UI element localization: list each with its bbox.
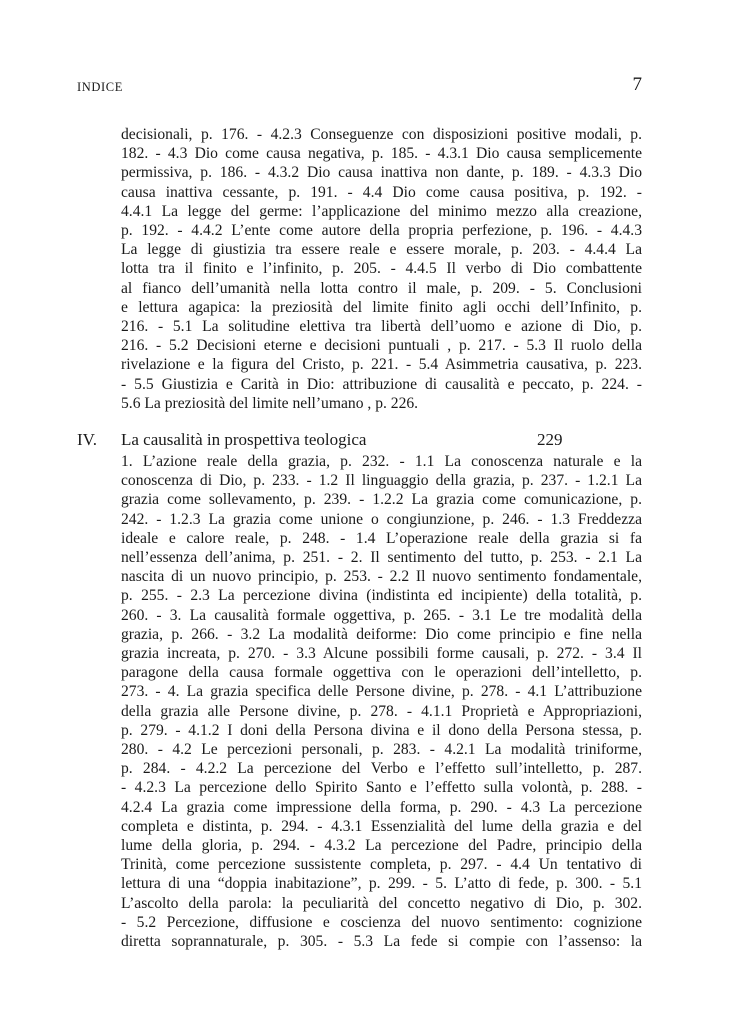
toc-line: 216. - 5.2 Decisioni eterne e decisioni puntuali , p. 217. - 5.3 Il ruolo della [121, 337, 642, 355]
toc-line: lettura di una “doppia inabitazione”, p. 299. - 5. L’atto di fede, p. 300. - 5.1 [121, 875, 642, 893]
toc-line: 260. - 3. La causalità formale oggettiva, p. 265. - 3.1 Le tre modalità della [121, 606, 642, 624]
toc-line: diretta soprannaturale, p. 305. - 5.3 La fede si compie con l’assenso: la [121, 933, 642, 951]
toc-line: permissiva, p. 186. - 4.3.2 Dio causa inattiva non dante, p. 189. - 4.3.3 Dio [121, 164, 642, 182]
toc-line: conoscenza di Dio, p. 233. - 1.2 Il linguaggio della grazia, p. 237. - 1.2.1 La [121, 472, 642, 490]
toc-line: lume della gloria, p. 294. - 4.3.2 La percezione del Padre, principio della [121, 837, 642, 855]
toc-line: ideale e calore reale, p. 248. - 1.4 L’operazione reale della grazia si fa [121, 529, 642, 547]
chapter-numeral: IV. [77, 430, 97, 449]
toc-continuation [121, 125, 642, 413]
toc-line: p. 192. - 4.4.2 L’ente come autore della propria perfezione, p. 196. - 4.4.3 [121, 222, 642, 240]
toc-line: al fianco dell’umanità nella lotta contro il male, p. 209. - 5. Conclusioni [121, 279, 642, 297]
toc-line: decisionali, p. 176. - 4.2.3 Conseguenze con disposizioni positive modali, p. [121, 126, 642, 143]
toc-line: completa e distinta, p. 294. - 4.3.1 Essenzialità del lume della grazia e del [121, 817, 642, 835]
chapter-contents [121, 452, 642, 951]
toc-line: 273. - 4. La grazia specifica delle Persone divine, p. 278. - 4.1 L’attribuzione [121, 683, 642, 701]
toc-line: 4.2.4 La grazia come impressione della forma, p. 290. - 4.3 La percezione [121, 798, 642, 816]
chapter-title: La causalità in prospettiva teologica [121, 430, 367, 449]
toc-line: causa inattiva cessante, p. 191. - 4.4 Dio come causa positiva, p. 192. - [121, 183, 642, 201]
toc-line: 216. - 5.1 La solitudine elettiva tra libertà dell’uomo e azione di Dio, p. [121, 318, 642, 336]
toc-line: La legge di giustizia tra essere reale e essere morale, p. 203. - 4.4.4 La [121, 241, 642, 259]
toc-line: della grazia alle Persone divine, p. 278. - 4.1.1 Proprietà e Appropriazioni, [121, 702, 642, 720]
toc-line: - 5.2 Percezione, diffusione e coscienza del nuovo sentimento: cognizione [121, 913, 642, 931]
toc-line: 5.6 La preziosità del limite nell’umano , p. 226. [121, 394, 419, 412]
toc-line: p. 284. - 4.2.2 La percezione del Verbo e l’effetto sull’intelletto, p. 287. [121, 760, 642, 778]
toc-line: - 5.5 Giustizia e Carità in Dio: attribuzione di causalità e peccato, p. 224. - [121, 375, 642, 393]
running-head: INDICE [77, 80, 123, 94]
toc-line: 182. - 4.3 Dio come causa negativa, p. 185. - 4.3.1 Dio causa semplicemente [121, 145, 642, 163]
toc-line: grazia come sollevamento, p. 239. - 1.2.2 La grazia come comunicazione, p. [121, 491, 642, 509]
toc-line: rivelazione e la figura del Cristo, p. 221. - 5.4 Asimmetria causativa, p. 223. [121, 356, 642, 374]
toc-line: lotta tra il finito e l’infinito, p. 205. - 4.4.5 Il verbo di Dio combattente [121, 260, 642, 278]
toc-line: p. 279. - 4.1.2 I doni della Persona divina e il dono della Persona stessa, p. [121, 721, 642, 739]
toc-line: grazia increata, p. 270. - 3.3 Alcune possibili forme causali, p. 272. - 3.4 Il [121, 645, 642, 663]
page-number: 7 [632, 74, 642, 95]
toc-line: grazia, p. 266. - 3.2 La modalità deiforme: Dio come principio e fine nella [121, 625, 642, 643]
toc-line: Trinità, come percezione sussistente completa, p. 297. - 4.4 Un tentativo di [121, 856, 642, 874]
toc-line: 242. - 1.2.3 La grazia come unione o congiunzione, p. 246. - 1.3 Freddezza [121, 510, 642, 528]
chapter-page-number: 229 [537, 430, 563, 449]
toc-line: 1. L’azione reale della grazia, p. 232. - 1.1 La conoscenza naturale e la [121, 453, 642, 470]
toc-line: nell’essenza dell’anima, p. 251. - 2. Il sentimento del tutto, p. 253. - 2.1 La [121, 549, 642, 567]
toc-line: nascita di un nuovo principio, p. 253. - 2.2 Il nuovo sentimento fondamentale, [121, 568, 642, 586]
toc-line: L’ascolto della parola: la peculiarità del concetto negativo di Dio, p. 302. [121, 894, 642, 912]
toc-line: - 4.2.3 La percezione dello Spirito Santo e l’effetto sulla volontà, p. 288. - [121, 779, 642, 797]
toc-line: 4.4.1 La legge del germe: l’applicazione del minimo mezzo alla creazione, [121, 202, 642, 220]
toc-line: paragone della causa formale oggettiva con le operazioni dell’intelletto, p. [121, 664, 642, 682]
toc-line: 280. - 4.2 Le percezioni personali, p. 283. - 4.2.1 La modalità triniforme, [121, 741, 642, 759]
toc-line: e lettura agapica: la preziosità del limite finito agli occhi dell’Infinito, p. [121, 298, 642, 316]
toc-line: p. 255. - 2.3 La percezione divina (indistinta ed incipiente) della totalità, p. [121, 587, 642, 605]
